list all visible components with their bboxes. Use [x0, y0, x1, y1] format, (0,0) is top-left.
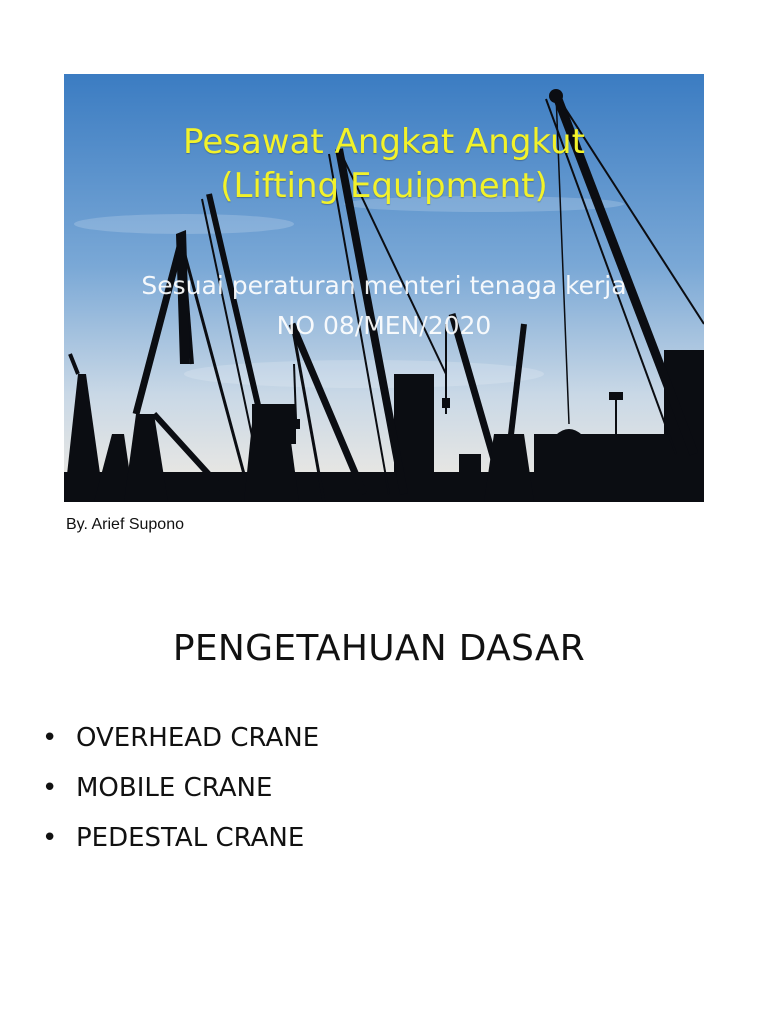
- list-item-label: MOBILE CRANE: [76, 773, 273, 803]
- slide-title-line-2: (Lifting Equipment): [220, 166, 548, 206]
- slide-title-line-1: Pesawat Angkat Angkut: [183, 122, 585, 162]
- list-item: [42, 766, 319, 816]
- bullet-icon: •: [42, 823, 58, 853]
- author-byline: By. Arief Supono: [66, 516, 184, 533]
- list-item-label: PEDESTAL CRANE: [76, 823, 305, 853]
- section-heading: PENGETAHUAN DASAR: [172, 628, 586, 669]
- slide-subtitle-line-1: Sesuai peraturan menteri tenaga kerja: [141, 271, 627, 300]
- list-item: [42, 816, 319, 866]
- list-item-label: OVERHEAD CRANE: [76, 723, 320, 753]
- slide-subtitle-line-2: NO 08/MEN/2020: [276, 311, 492, 340]
- crane-type-list: [42, 716, 319, 866]
- slide-subtitle: [64, 266, 704, 346]
- bullet-icon: •: [42, 723, 58, 753]
- title-slide: [64, 74, 704, 502]
- bullet-icon: •: [42, 773, 58, 803]
- slide-title: [64, 120, 704, 208]
- list-item: [42, 716, 319, 766]
